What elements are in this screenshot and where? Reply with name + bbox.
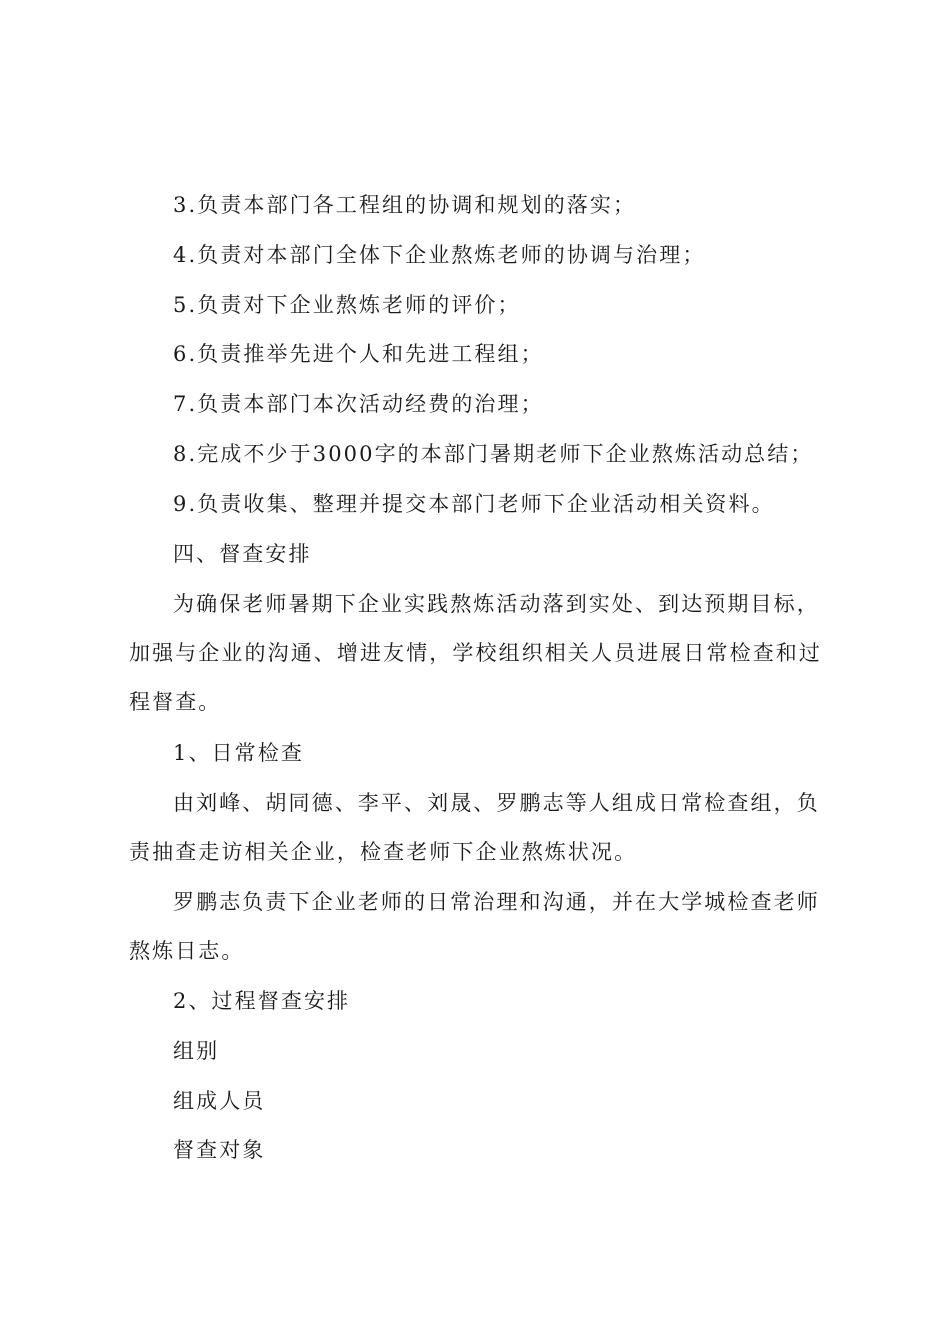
daily-check-team-paragraph: 由刘峰、胡同德、李平、刘晟、罗鹏志等人组成日常检查组，负责抽查走访相关企业，检查老师下企业熬炼状况。 bbox=[129, 791, 820, 864]
duty-item-6: 6.负责推举先进个人和先进工程组； bbox=[173, 342, 544, 366]
section-heading-supervision: 四、督查安排 bbox=[173, 542, 312, 566]
table-header-targets: 督查对象 bbox=[173, 1138, 266, 1162]
duty-item-8: 8.完成不少于3000字的本部门暑期老师下企业熬炼活动总结； bbox=[173, 442, 814, 466]
duty-item-7: 7.负责本部门本次活动经费的治理； bbox=[173, 392, 544, 416]
duty-item-3: 3.负责本部门各工程组的协调和规划的落实； bbox=[173, 193, 637, 217]
daily-management-paragraph: 罗鹏志负责下企业老师的日常治理和沟通，并在大学城检查老师熬炼日志。 bbox=[129, 890, 820, 963]
duty-item-9: 9.负责收集、整理并提交本部门老师下企业活动相关资料。 bbox=[173, 492, 775, 516]
duty-item-4: 4.负责对本部门全体下企业熬炼老师的协调与治理； bbox=[173, 243, 706, 267]
subheading-daily-check: 1、日常检查 bbox=[173, 741, 304, 765]
table-header-members: 组成人员 bbox=[173, 1089, 266, 1113]
duty-item-5: 5.负责对下企业熬炼老师的评价； bbox=[173, 293, 521, 317]
subheading-process-supervision: 2、过程督查安排 bbox=[173, 989, 351, 1013]
table-header-group: 组别 bbox=[173, 1039, 220, 1063]
supervision-intro-paragraph: 为确保老师暑期下企业实践熬炼活动落到实处、到达预期目标，加强与企业的沟通、增进友情，学校组织相关人员进展日常检查和过程督查。 bbox=[129, 592, 822, 714]
